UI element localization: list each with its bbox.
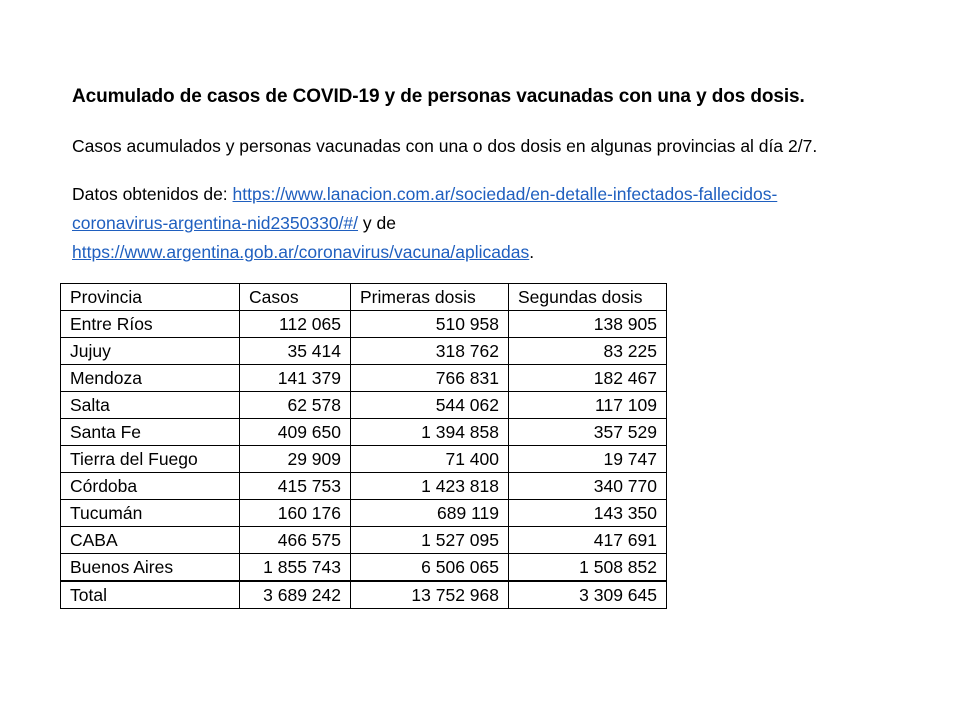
cell-provincia: Santa Fe bbox=[61, 419, 240, 446]
cell-casos: 415 753 bbox=[240, 473, 351, 500]
cell-casos: 409 650 bbox=[240, 419, 351, 446]
source-connector: y de bbox=[358, 213, 396, 233]
cell-segundas-dosis: 417 691 bbox=[509, 527, 667, 554]
cell-segundas-dosis: 138 905 bbox=[509, 311, 667, 338]
cell-segundas-dosis: 83 225 bbox=[509, 338, 667, 365]
table-row bbox=[61, 365, 667, 392]
total-casos: 3 689 242 bbox=[240, 581, 351, 609]
table-row bbox=[61, 473, 667, 500]
cell-provincia: Buenos Aires bbox=[61, 554, 240, 582]
cell-segundas-dosis: 340 770 bbox=[509, 473, 667, 500]
source-paragraph bbox=[72, 180, 952, 267]
table-row bbox=[61, 446, 667, 473]
total-segundas-dosis: 3 309 645 bbox=[509, 581, 667, 609]
table-row bbox=[61, 419, 667, 446]
cell-primeras-dosis: 544 062 bbox=[351, 392, 509, 419]
cell-casos: 62 578 bbox=[240, 392, 351, 419]
cell-casos: 1 855 743 bbox=[240, 554, 351, 582]
cell-provincia: Tucumán bbox=[61, 500, 240, 527]
cell-casos: 466 575 bbox=[240, 527, 351, 554]
cell-primeras-dosis: 318 762 bbox=[351, 338, 509, 365]
document-subtitle: Casos acumulados y personas vacunadas con una o dos dosis en algunas provincias al día 2/7. bbox=[72, 136, 818, 156]
table-row bbox=[61, 527, 667, 554]
cell-primeras-dosis: 1 394 858 bbox=[351, 419, 509, 446]
cell-provincia: Córdoba bbox=[61, 473, 240, 500]
table-row bbox=[61, 311, 667, 338]
cell-primeras-dosis: 766 831 bbox=[351, 365, 509, 392]
total-primeras-dosis: 13 752 968 bbox=[351, 581, 509, 609]
cell-casos: 112 065 bbox=[240, 311, 351, 338]
table-row bbox=[61, 392, 667, 419]
table-header-row bbox=[61, 284, 667, 311]
cell-casos: 35 414 bbox=[240, 338, 351, 365]
cell-primeras-dosis: 510 958 bbox=[351, 311, 509, 338]
table-total-row bbox=[61, 581, 667, 609]
cell-segundas-dosis: 117 109 bbox=[509, 392, 667, 419]
cell-primeras-dosis: 1 423 818 bbox=[351, 473, 509, 500]
cell-primeras-dosis: 689 119 bbox=[351, 500, 509, 527]
source-link-lanacion-line2: coronavirus-argentina-nid2350330/#/ bbox=[72, 213, 359, 233]
table-row bbox=[61, 500, 667, 527]
cell-segundas-dosis: 143 350 bbox=[509, 500, 667, 527]
cell-provincia: Mendoza bbox=[61, 365, 240, 392]
source-prefix: Datos obtenidos de: bbox=[72, 184, 228, 204]
cell-casos: 29 909 bbox=[240, 446, 351, 473]
document-title: Acumulado de casos de COVID-19 y de personas vacunadas con una y dos dosis. bbox=[72, 86, 805, 107]
cell-segundas-dosis: 182 467 bbox=[509, 365, 667, 392]
cell-segundas-dosis: 357 529 bbox=[509, 419, 667, 446]
cell-provincia: Tierra del Fuego bbox=[61, 446, 240, 473]
header-casos: Casos bbox=[240, 284, 351, 311]
cell-segundas-dosis: 19 747 bbox=[509, 446, 667, 473]
cell-primeras-dosis: 71 400 bbox=[351, 446, 509, 473]
header-primeras-dosis: Primeras dosis bbox=[351, 284, 509, 311]
table-row bbox=[61, 554, 667, 582]
table-row bbox=[61, 338, 667, 365]
cell-casos: 160 176 bbox=[240, 500, 351, 527]
vaccination-table bbox=[60, 283, 667, 609]
cell-primeras-dosis: 6 506 065 bbox=[351, 554, 509, 582]
cell-casos: 141 379 bbox=[240, 365, 351, 392]
source-link-argentina-gob[interactable]: https://www.argentina.gob.ar/coronavirus/vacuna/aplicadas bbox=[72, 242, 530, 262]
cell-provincia: CABA bbox=[61, 527, 240, 554]
cell-provincia: Salta bbox=[61, 392, 240, 419]
cell-provincia: Entre Ríos bbox=[61, 311, 240, 338]
source-link-lanacion-line1: https://www.lanacion.com.ar/sociedad/en-detalle-infectados-fallecidos- bbox=[232, 184, 778, 204]
cell-primeras-dosis: 1 527 095 bbox=[351, 527, 509, 554]
source-end: . bbox=[529, 242, 535, 262]
total-label: Total bbox=[61, 581, 240, 609]
cell-segundas-dosis: 1 508 852 bbox=[509, 554, 667, 582]
header-provincia: Provincia bbox=[61, 284, 240, 311]
header-segundas-dosis: Segundas dosis bbox=[509, 284, 667, 311]
cell-provincia: Jujuy bbox=[61, 338, 240, 365]
